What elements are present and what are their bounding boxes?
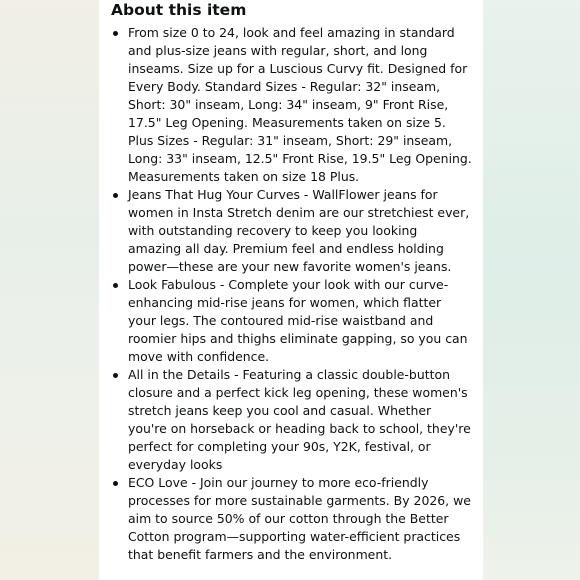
section-title: About this item [111,1,247,19]
bullet-text: ECO Love - Join our journey to more eco-friendly processes for more sustainable garments. By 2026, we aim to source 50% of our cotton through the Better Cotton program—supporting water-efficient practices that benefit farmers and the environment. [128,475,471,562]
about-this-item-panel [99,0,483,580]
list-item [128,366,472,474]
bullet-dot-icon [113,481,118,486]
bullet-text: From size 0 to 24, look and feel amazing in standard and plus-size jeans with regular, short, and long inseams. Size up for a Luscious Curvy fit. Designed for Every Body. Standard Sizes - Regular: 32" inseam, Short: 30" inseam, Long: 34" inseam, 9" Front Rise, 17.5" Leg Opening. Measurements taken on size 5. Plus Sizes - Regular: 31" inseam, Short: 29" inseam, Long: 33" inseam, 12.5" Front Rise, 19.5" Leg Opening. Measurements taken on size 18 Plus. [128,25,472,184]
left-background [0,0,99,580]
right-background [483,0,580,580]
bullet-dot-icon [113,31,118,36]
bullet-dot-icon [113,373,118,378]
bullet-text: Look Fabulous - Complete your look with our curve-enhancing mid-rise jeans for women, which flatter your legs. The contoured mid-rise waistband and roomier hips and thighs eliminate gapping, so you can move with confidence. [128,277,468,364]
list-item [128,186,472,276]
feature-bullet-list [99,24,472,564]
list-item [128,276,472,366]
bullet-text: All in the Details - Featuring a classic double-button closure and a perfect kick leg opening, these women's stretch jeans keep you cool and casual. Whether you're on horseback or heading back to school, they're perfect for completing your 90s, Y2K, festival, or everyday looks [128,367,471,472]
bullet-dot-icon [113,283,118,288]
list-item [128,474,472,564]
list-item [128,24,472,186]
bullet-text: Jeans That Hug Your Curves - WallFlower jeans for women in Insta Stretch denim are our stretchiest ever, with outstanding recovery to keep you looking amazing all day. Premium feel and endless holding power—these are your new favorite women's jeans. [128,187,470,274]
bullet-dot-icon [113,193,118,198]
